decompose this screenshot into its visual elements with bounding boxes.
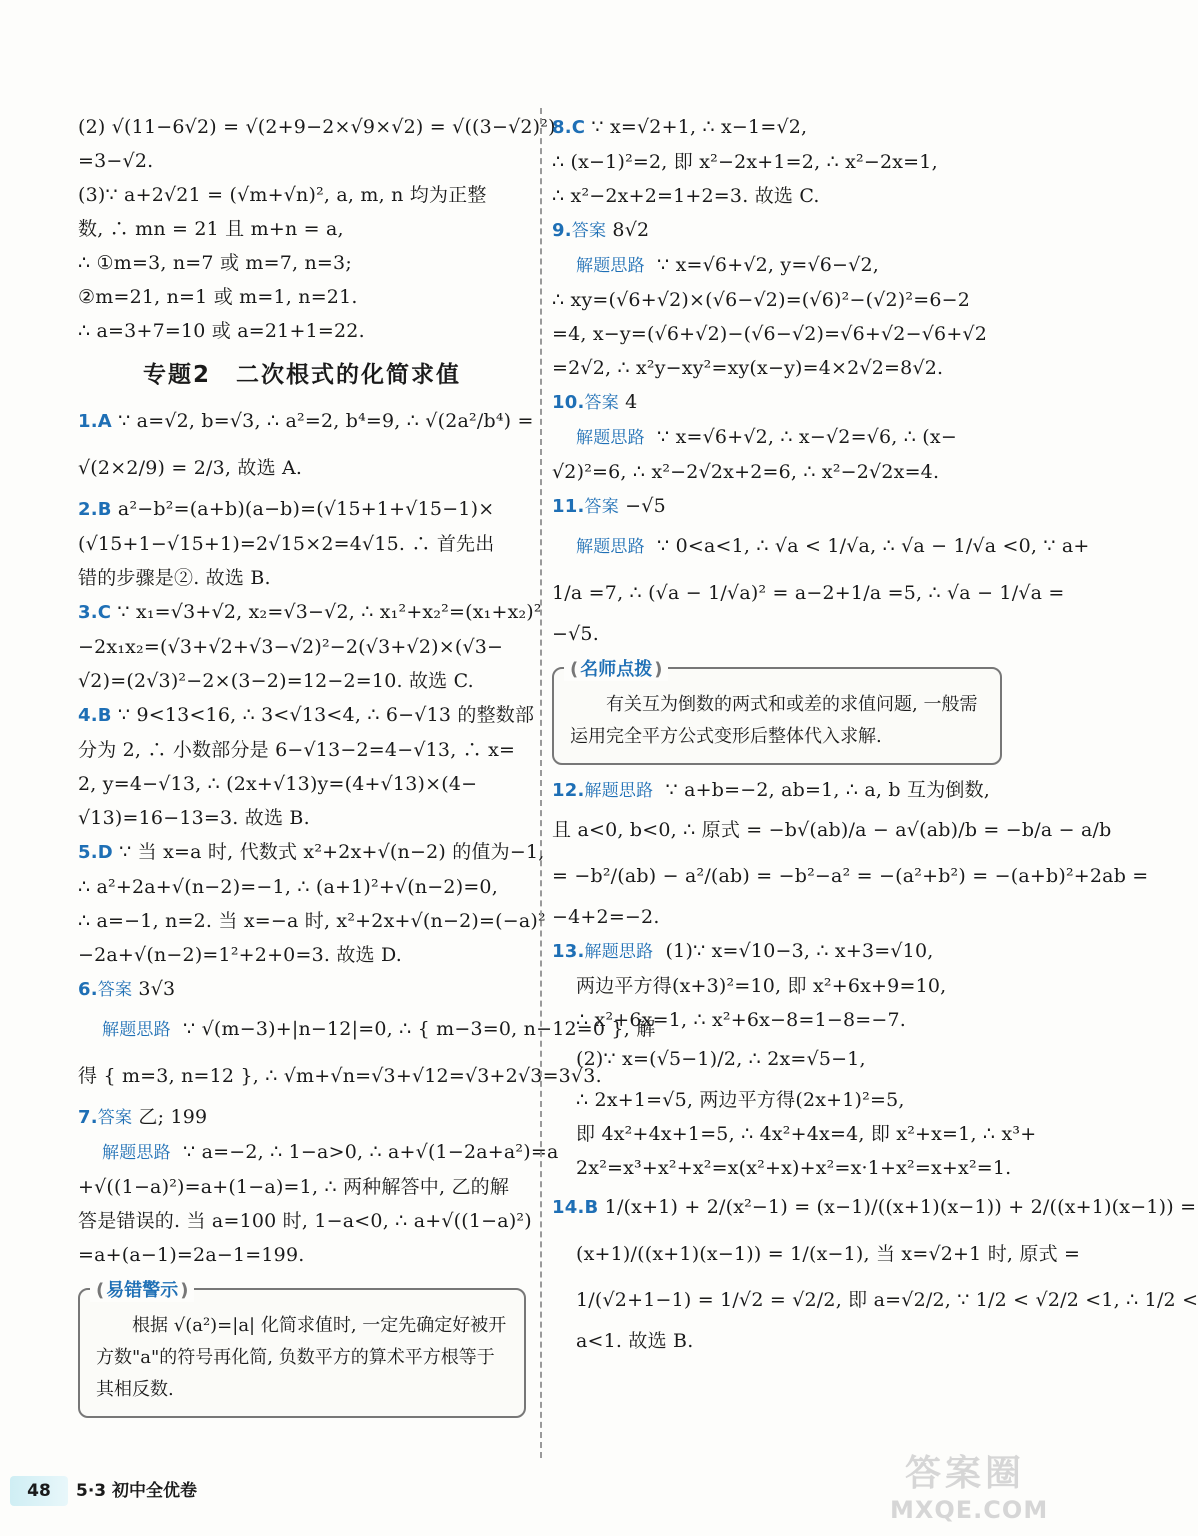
text-line: (x+1)/((x+1)(x−1)) = 1/(x−1), 当 x=√2+1 时, 原式 =: [576, 1243, 1081, 1265]
question-number: 2.B: [78, 499, 112, 520]
question-number: 9.: [552, 220, 572, 241]
column-divider: [540, 108, 542, 1458]
topic-heading: 专题2 二次根式的化简求值: [142, 362, 461, 388]
text-line: [78, 1009, 656, 1050]
error-warning-box: [78, 1280, 526, 1418]
text-line: √13)=16−13=3. 故选 B.: [78, 807, 310, 829]
question-number: 13.: [552, 941, 585, 962]
text-line: a<1. 故选 B.: [576, 1330, 694, 1352]
text-line: ∴ ①m=3, n=7 或 m=7, n=3;: [78, 252, 352, 274]
question-7: [78, 1102, 559, 1270]
solution-text: ∵ x=√2+1, ∴ x−1=√2,: [585, 116, 808, 138]
box-title: ( 易错警示 ): [90, 1276, 194, 1302]
text-line: 2x²=x³+x²+x²=x(x²+x)+x²=x·1+x²=x+x²=1.: [576, 1157, 1012, 1179]
text-line: ∴ a=−1, n=2. 当 x=−a 时, x²+2x+√(n−2)=(−a)²: [78, 910, 546, 932]
watermark-mark: 答案圈: [904, 1453, 1025, 1494]
solution-text: ∵ x₁=√3+√2, x₂=√3−√2, ∴ x₁²+x₂²=(x₁+x₂)²: [111, 601, 542, 623]
text-line: ∴ a²+2a+√(n−2)=−1, ∴ (a+1)²+√(n−2)=0,: [78, 876, 498, 898]
solution-label: 解题思路: [576, 428, 645, 448]
text-line: [552, 936, 1002, 967]
solution-text: ∵ 0<a<1, ∴ √a < 1/√a, ∴ √a − 1/√a <0, ∵ a+: [650, 535, 1090, 557]
question-number: 12.: [552, 780, 585, 801]
text-line: 1/(√2+1−1) = 1/√2 = √2/2, 即 a=√2/2, ∵ 1/2 < √2/2 <1, ∴ 1/2 <: [576, 1289, 1198, 1311]
text-line: [78, 494, 526, 525]
answer-value: 乙; 199: [132, 1106, 208, 1128]
book-brand: 5·3 初中全优卷: [76, 1481, 198, 1501]
question-5: [78, 837, 546, 970]
watermark-site: MXQE.COM: [890, 1496, 1049, 1524]
text-line: [78, 837, 545, 868]
problem-2-part-2: [78, 112, 556, 176]
box-text: 有关互为倒数的两式和或差的求值问题, 一般需运用完全平方公式变形后整体代入求解.: [570, 694, 978, 747]
question-10: [552, 387, 1002, 487]
text-line: = −b²/(ab) − a²/(ab) = −b²−a² = −(a²+b²) = −(a+b)²+2ab =: [552, 865, 1149, 887]
text-line: ∴ x²+6x=1, ∴ x²+6x−8=1−8=−7.: [576, 1009, 907, 1031]
solution-text: ∵ a+b=−2, ab=1, ∴ a, b 互为倒数,: [659, 779, 991, 801]
solution-text: ∵ x=√6+√2, y=√6−√2,: [650, 254, 880, 276]
text-line: −4+2=−2.: [552, 906, 660, 928]
text-line: ∴ 2x+1=√5, 两边平方得(2x+1)²=5,: [576, 1089, 905, 1111]
text-line: [552, 491, 1002, 522]
box-title: ( 名师点拨 ): [564, 655, 668, 681]
question-number: 14.B: [552, 1197, 599, 1218]
question-14: [552, 1187, 1198, 1356]
watermark-logo: [890, 1452, 1049, 1530]
text-line: =a+(a−1)=2a−1=199.: [78, 1244, 305, 1266]
solution-text: (1)∵ x=√10−3, ∴ x+3=√10,: [659, 940, 934, 962]
text-line: √2)=(2√3)²−2×(3−2)=12−2=10. 故选 C.: [78, 670, 474, 692]
answer-value: 8√2: [606, 219, 650, 241]
text-line: [78, 597, 542, 628]
teacher-tip-box: [552, 659, 1002, 765]
text-line: (√15+1−√15+1)=2√15×2=4√15. ∴ 首先出: [78, 533, 495, 555]
solution-text: a²−b²=(a+b)(a−b)=(√15+1+√15−1)×: [111, 498, 495, 520]
text-line: ∴ xy=(√6+√2)×(√6−√2)=(√6)²−(√2)²=6−2: [552, 289, 971, 311]
question-number: 4.B: [78, 705, 112, 726]
question-number: 8.C: [552, 117, 586, 138]
text-line: [78, 700, 535, 731]
text-line: −2a+√(n−2)=1²+2+0=3. 故选 D.: [78, 944, 402, 966]
question-8: [552, 112, 1002, 211]
solution-text: ∵ x=√6+√2, ∴ x−√2=√6, ∴ (x−: [650, 426, 957, 448]
text-line: ∴ x²−2x+2=1+2=3. 故选 C.: [552, 185, 820, 207]
text-line: −√5.: [552, 623, 599, 645]
page-number: 48: [10, 1476, 68, 1506]
solution-text: ∵ 当 x=a 时, 代数式 x²+2x+√(n−2) 的值为−1,: [112, 841, 545, 863]
text-line: (2)∵ x=(√5−1)/2, ∴ 2x=√5−1,: [576, 1048, 866, 1070]
text-line: [552, 526, 1090, 567]
text-line: [552, 1187, 1197, 1228]
text-line: 数, ∴ mn = 21 且 m+n = a,: [78, 218, 344, 240]
solution-label: 解题思路: [102, 1143, 171, 1163]
solution-text: ∵ a=√2, b=√3, ∴ a²=2, b⁴=9, ∴ √(2a²/b⁴) =: [111, 410, 534, 432]
solution-label: 解题思路: [576, 256, 645, 276]
text-line: 错的步骤是②. 故选 B.: [78, 567, 271, 589]
question-3: [78, 597, 542, 696]
text-line: [552, 112, 1002, 143]
solution-label: 解题思路: [102, 1020, 171, 1040]
text-line: 得 { m=3, n=12 }, ∴ √m+√n=√3+√12=√3+2√3=3√3.: [78, 1065, 602, 1087]
question-13: [552, 936, 1037, 1183]
question-number: 1.A: [78, 411, 112, 432]
question-number: 7.: [78, 1107, 98, 1128]
answer-label: 答案: [97, 1108, 133, 1128]
answer-value: −√5: [618, 495, 666, 517]
text-line: ②m=21, n=1 或 m=1, n=21.: [78, 286, 358, 308]
text-line: 两边平方得(x+3)²=10, 即 x²+6x+9=10,: [576, 975, 947, 997]
question-12: [552, 775, 1149, 932]
solution-text: ∵ a=−2, ∴ 1−a>0, ∴ a+√(1−2a+a²)=a: [176, 1141, 559, 1163]
question-9: [552, 215, 1002, 383]
question-1: [78, 401, 534, 488]
text-line: 1/a =7, ∴ (√a − 1/√a)² = a−2+1/a =5, ∴ √a − 1/√a =: [552, 582, 1065, 604]
question-number: 3.C: [78, 602, 112, 623]
text-line: =2√2, ∴ x²y−xy²=xy(x−y)=4×2√2=8√2.: [552, 357, 944, 379]
text-line: 2, y=4−√13, ∴ (2x+√13)y=(4+√13)×(4−: [78, 773, 478, 795]
box-text: 根据 √(a²)=|a| 化简求值时, 一定先确定好被开方数"a"的符号再化简, 负数平方的算术平方根等于其相反数.: [96, 1315, 507, 1400]
text-line: √(2×2/9) = 2/3, 故选 A.: [78, 457, 303, 479]
question-number: 10.: [552, 392, 585, 413]
text-line: +√((1−a)²)=a+(1−a)=1, ∴ 两种解答中, 乙的解: [78, 1176, 510, 1198]
question-6: [78, 974, 656, 1096]
solution-text: ∵ √(m−3)+|n−12|=0, ∴ { m−3=0, n−12=0 }, 解: [176, 1018, 656, 1040]
text-line: 且 a<0, b<0, ∴ 原式 = −b√(ab)/a − a√(ab)/b = −b/a − a/b: [552, 819, 1112, 841]
answer-label: 答案: [584, 497, 619, 517]
text-line: [78, 974, 526, 1005]
question-number: 11.: [552, 496, 585, 517]
answer-label: 答案: [584, 393, 619, 413]
question-number: 6.: [78, 979, 98, 1000]
answer-value: 3√3: [132, 978, 176, 1000]
text-line: ∴ a=3+7=10 或 a=21+1=22.: [78, 320, 365, 342]
text-line: =4, x−y=(√6+√2)−(√6−√2)=√6+√2−√6+√2: [552, 323, 988, 345]
text-line: ∴ (x−1)²=2, 即 x²−2x+1=2, ∴ x²−2x=1,: [552, 151, 938, 173]
question-2: [78, 494, 526, 593]
text-line: [552, 215, 1002, 246]
text-line: −2x₁x₂=(√3+√2+√3−√2)²−2(√3+√2)×(√3−: [78, 636, 504, 658]
problem-2-part-3: [78, 180, 526, 346]
text-line: [552, 775, 1002, 806]
page-footer: [0, 1472, 300, 1512]
solution-label: 解题思路: [576, 537, 645, 557]
text-line: [78, 1102, 526, 1133]
solution-text: 1/(x+1) + 2/(x²−1) = (x−1)/((x+1)(x−1)) + 2/((x+1)(x−1)) =: [598, 1196, 1197, 1218]
text-line: (2) √(11−6√2) = √(2+9−2×√9×√2) = √((3−√2)²): [78, 116, 556, 138]
text-line: [78, 1137, 559, 1168]
solution-text: ∵ 9<13<16, ∴ 3<√13<4, ∴ 6−√13 的整数部: [111, 704, 535, 726]
text-line: =3−√2.: [78, 150, 154, 172]
text-line: [552, 422, 1002, 453]
solution-label: 解题思路: [584, 781, 654, 801]
text-line: 答是错误的. 当 a=100 时, 1−a<0, ∴ a+√((1−a)²): [78, 1210, 532, 1232]
answer-value: 4: [618, 391, 638, 413]
text-line: (3)∵ a+2√21 = (√m+√n)², a, m, n 均为正整: [78, 184, 487, 206]
answer-label: 答案: [97, 980, 133, 1000]
solution-label: 解题思路: [584, 942, 654, 962]
text-line: 即 4x²+4x+1=5, ∴ 4x²+4x=4, 即 x²+x=1, ∴ x³+: [576, 1123, 1037, 1145]
text-line: [552, 387, 1002, 418]
answer-label: 答案: [571, 221, 607, 241]
text-line: [78, 401, 534, 442]
question-11: [552, 491, 1090, 649]
question-4: [78, 700, 535, 833]
right-column: [552, 112, 1198, 1360]
text-line: [552, 250, 1002, 281]
text-line: √2)²=6, ∴ x²−2√2x+2=6, ∴ x²−2√2x=4.: [552, 461, 940, 483]
text-line: 分为 2, ∴ 小数部分是 6−√13−2=4−√13, ∴ x=: [78, 739, 516, 761]
question-number: 5.D: [78, 842, 113, 863]
